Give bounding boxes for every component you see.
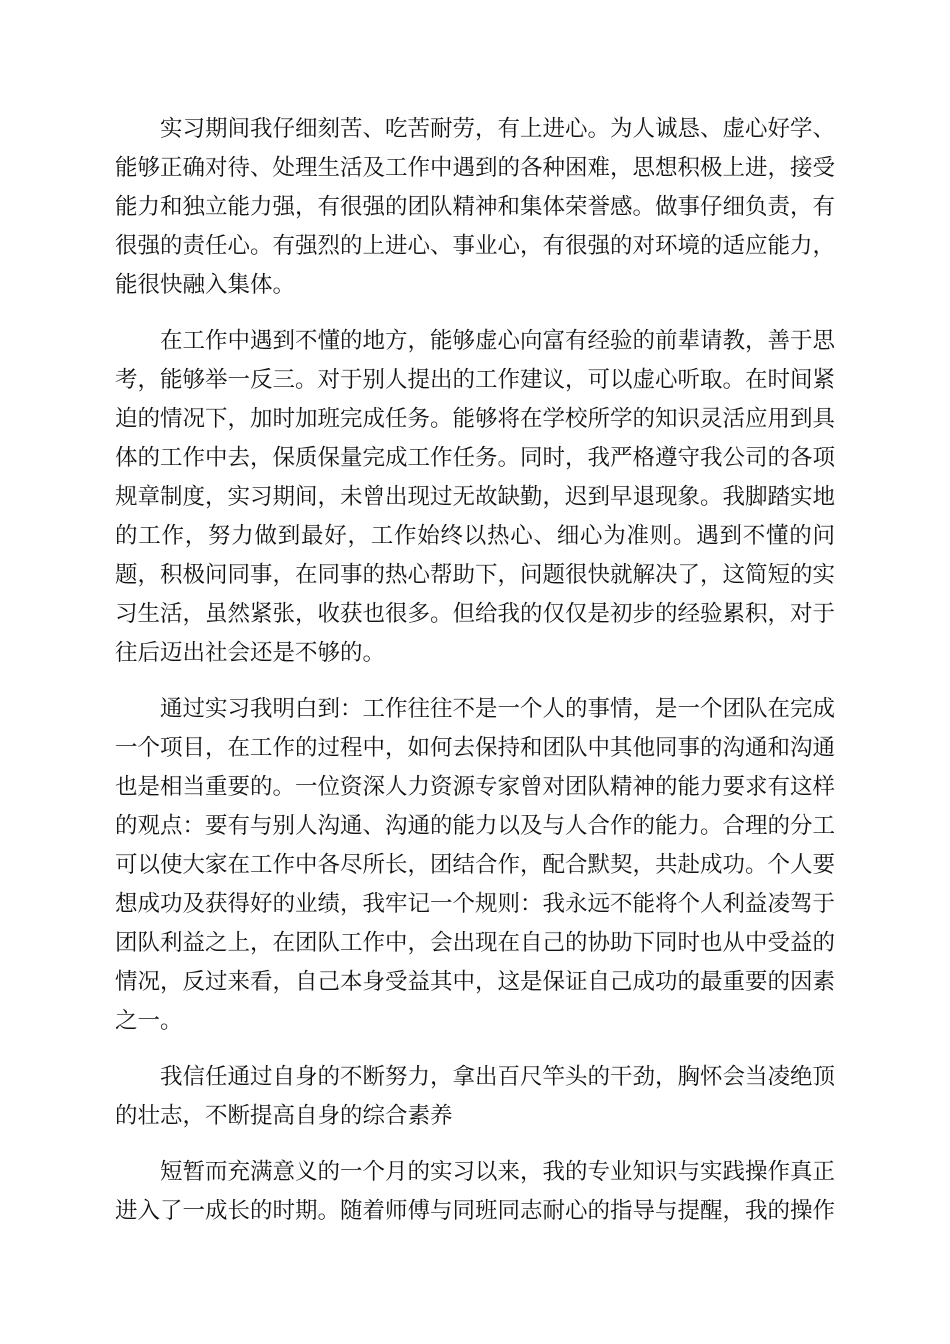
paragraph-2: 在工作中遇到不懂的地方，能够虚心向富有经验的前辈请教，善于思考，能够举一反三。对于别人提出的工作建议，可以虚心听取。在时间紧迫的情况下，加时加班完成任务。能够将在学校所学的知识灵活应用到具体的工作中去，保质保量完成工作任务。同时，我严格遵守我公司的各项规章制度，实习期间，未曾出现过无故缺勤，迟到早退现象。我脚踏实地的工作，努力做到最好，工作始终以热心、细心为准则。遇到不懂的问题，积极问同事，在同事的热心帮助下，问题很快就解决了，这简短的实习生活，虽然紧张，收获也很多。但给我的仅仅是初步的经验累积，对于往后迈出社会还是不够的。 <box>115 328 836 666</box>
paragraph-4: 我信任通过自身的不断努力，拿出百尺竿头的干劲，胸怀会当凌绝顶的壮志，不断提高自身的综合素养 <box>115 1064 836 1129</box>
paragraph-1: 实习期间我仔细刻苦、吃苦耐劳，有上进心。为人诚恳、虚心好学、能够正确对待、处理生活及工作中遇到的各种困难，思想积极上进，接受能力和独立能力强，有很强的团队精神和集体荣誉感。做事仔细负责，有很强的责任心。有强烈的上进心、事业心，有很强的对环境的适应能力，能很快融入集体。 <box>115 116 836 298</box>
document-page <box>115 110 835 1248</box>
paragraph-3: 通过实习我明白到：工作往往不是一个人的事情，是一个团队在完成一个项目，在工作的过程中，如何去保持和团队中其他同事的沟通和沟通也是相当重要的。一位资深人力资源专家曾对团队精神的能力要求有这样的观点：要有与别人沟通、沟通的能力以及与人合作的能力。合理的分工可以使大家在工作中各尽所长，团结合作，配合默契，共赴成功。个人要想成功及获得好的业绩，我牢记一个规则：我永远不能将个人利益凌驾于团队利益之上，在团队工作中，会出现在自己的协助下同时也从中受益的情况，反过来看，自己本身受益其中，这是保证自己成功的最重要的因素之一。 <box>115 696 836 1034</box>
paragraph-5: 短暂而充满意义的一个月的实习以来，我的专业知识与实践操作真正进入了一成长的时期。随着师傅与同班同志耐心的指导与提醒，我的操作 <box>115 1159 836 1224</box>
